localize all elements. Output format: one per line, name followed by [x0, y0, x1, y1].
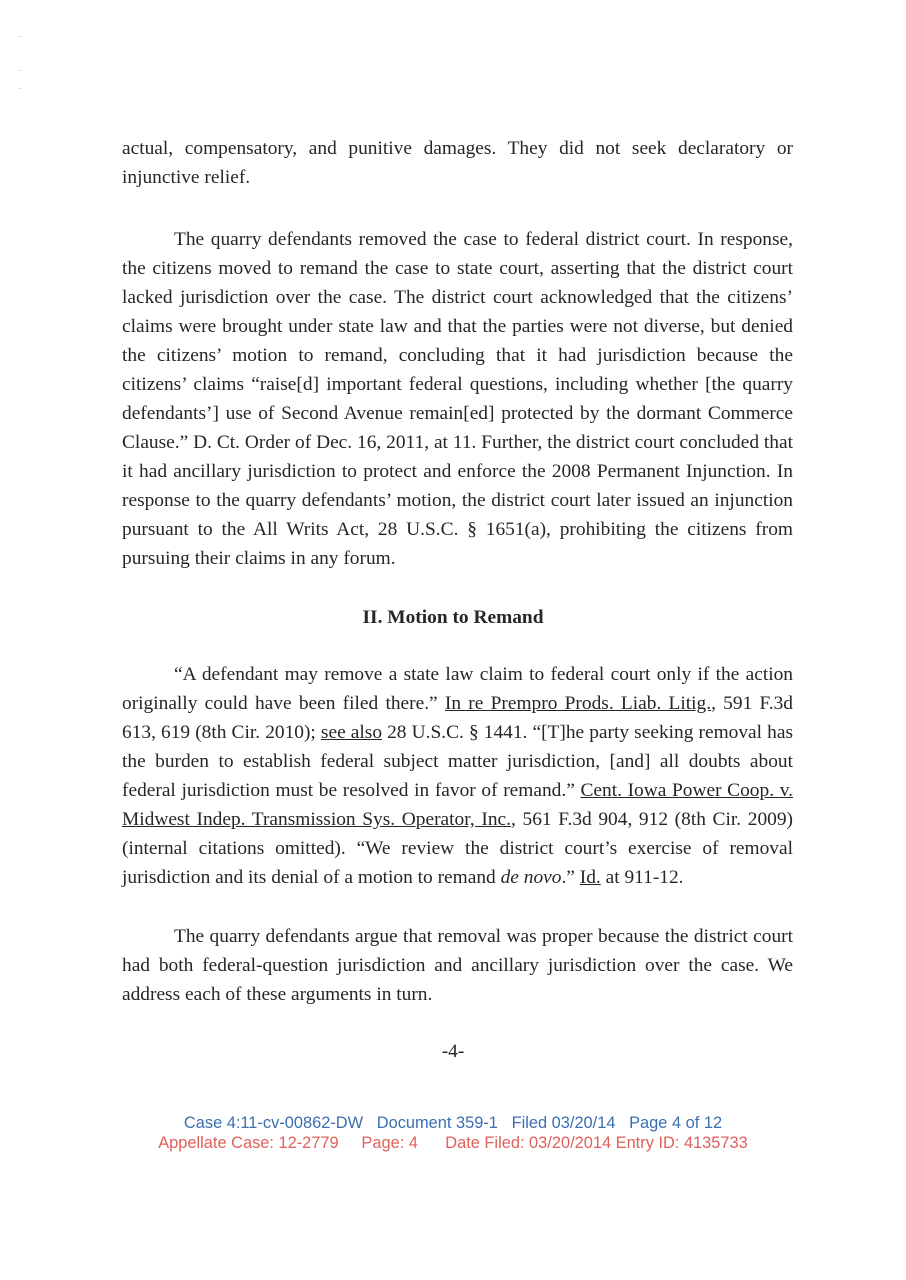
paragraph-continued [122, 134, 793, 192]
case-citation: Cent. Iowa Power Coop. v. Midwest Indep. Transmission Sys. Operator, Inc. [122, 780, 793, 830]
paragraph-text [122, 660, 793, 892]
paragraph-standard-of-review [122, 660, 793, 892]
paragraph-text: actual, compensatory, and punitive damages. They did not seek declaratory or injunctive relief. [122, 138, 793, 188]
text-run: , 591 F.3d 613, 619 (8th Cir. 2010); [122, 693, 793, 743]
paragraph-text: The quarry defendants argue that removal was proper because the district court had both federal-question jurisdiction and ancillary jurisdiction over the case. We address each of these arguments in turn. [122, 926, 793, 1005]
scan-artifact [19, 36, 22, 37]
paragraph-removal [122, 225, 793, 573]
case-citation: In re Prempro Prods. Liab. Litig. [444, 693, 712, 714]
signal-citation: see also [320, 722, 383, 743]
italic-term: de novo [500, 867, 562, 888]
scan-artifact [19, 70, 22, 71]
text-run: at 911-12. [600, 867, 684, 888]
id-citation: Id. [579, 867, 601, 888]
paragraph-text: The quarry defendants removed the case to federal district court. In response, the citizens moved to remand the case to state court, asserting that the district court lacked jurisdiction over the case. The district court acknowledged that the citizens’ claims were brought under state law and that the parties were not diverse, but denied the citizens’ motion to remand, concluding that it had jurisdiction because the citizens’ claims “raise[d] important federal questions, including whether [the quarry defendants’] use of Second Avenue remain[ed] protected by the dormant Commerce Clause.” D. Ct. Order of Dec. 16, 2011, at 11. Further, the district court concluded that it had ancillary jurisdiction to protect and enforce the 2008 Permanent Injunction. In response to the quarry defendants’ motion, the district court later issued an injunction pursuant to the All Writs Act, 28 U.S.C. § 1651(a), prohibiting the citizens from pursuing their claims in any forum. [122, 229, 793, 569]
page-number: -4- [441, 1041, 465, 1062]
text-run: 28 U.S.C. § 1441. “[T]he party seeking removal has the burden to establish federal subject matter jurisdiction, [and] all doubts about federal jurisdiction must be resolved in favor of remand.” [122, 722, 793, 801]
scan-artifact [19, 88, 22, 89]
appellate-court-stamp: Appellate Case: 12-2779 Page: 4 Date Filed: 03/20/2014 Entry ID: 4135733 [158, 1134, 748, 1152]
text-run: .” [561, 867, 580, 888]
text-run: , 561 F.3d 904, 912 (8th Cir. 2009) (internal citations omitted). “We review the district court’s exercise of removal jurisdiction and its denial of a motion to remand [122, 809, 793, 888]
section-heading: II. Motion to Remand [362, 607, 544, 628]
text-run: “A defendant may remove a state law claim to federal court only if the action originally could have been filed there.” [122, 664, 793, 714]
district-court-stamp: Case 4:11-cv-00862-DW Document 359-1 Filed 03/20/14 Page 4 of 12 [183, 1114, 723, 1132]
paragraph-arguments [122, 922, 793, 1009]
